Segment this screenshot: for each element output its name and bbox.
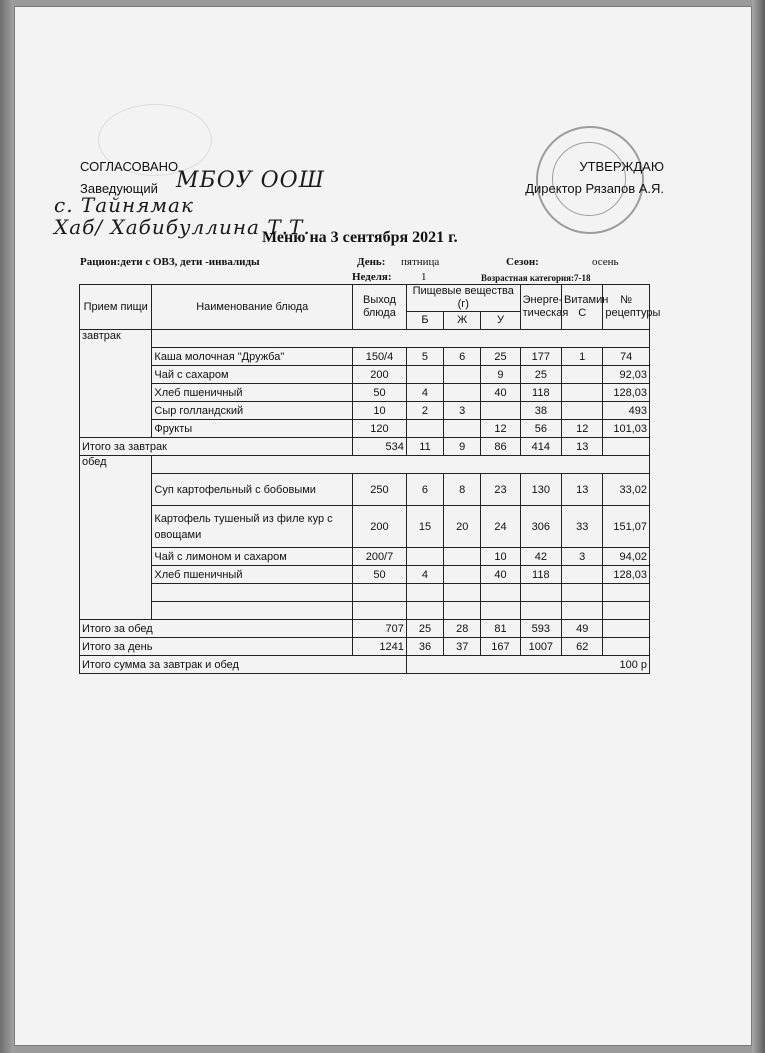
- handwritten-village: с. Тайнямак: [54, 193, 194, 217]
- table-row: Суп картофельный с бобовыми 250 6 8 23 130 13 33,02: [80, 474, 650, 506]
- day-value: пятница: [401, 256, 440, 268]
- header-energy: Энерге-тическая: [520, 285, 561, 330]
- day-label: День:: [357, 256, 386, 268]
- scan-right-edge: [752, 0, 765, 1053]
- header-output: Выход блюда: [353, 285, 407, 330]
- sum-row: Итого сумма за завтрак и обед 100 р: [80, 656, 650, 674]
- table-row: [80, 602, 650, 620]
- table-row: Хлеб пшеничный 50 4 40 118 128,03: [80, 384, 650, 402]
- table-row: Чай с лимоном и сахаром 200/7 10 42 3 94,02: [80, 548, 650, 566]
- age-category: Возрастная категория:7-18: [481, 273, 591, 283]
- handwritten-school: МБОУ ООШ: [176, 168, 325, 193]
- table-row: Каша молочная "Дружба" 150/4 5 6 25 177 1 74: [80, 348, 650, 366]
- table-row: Хлеб пшеничный 50 4 40 118 128,03: [80, 566, 650, 584]
- menu-title: Меню на 3 сентября 2021 г.: [262, 229, 458, 246]
- season-value: осень: [592, 256, 619, 268]
- meal-breakfast: завтрак: [80, 330, 152, 438]
- header-dish: Наименование блюда: [152, 285, 353, 330]
- lunch-total-row: Итого за обед 707 25 28 81 593 49: [80, 620, 650, 638]
- meal-lunch: обед: [80, 456, 152, 620]
- header-zh: Ж: [444, 312, 481, 330]
- menu-table: [79, 284, 661, 674]
- table-row: Фрукты 120 12 56 12 101,03: [80, 420, 650, 438]
- table-row: Чай с сахаром 200 9 25 92,03: [80, 366, 650, 384]
- season-label: Сезон:: [506, 256, 539, 268]
- header-nutrients: Пищевые вещества (г): [406, 285, 520, 312]
- handwritten-signature: Хаб/ Хабибуллина Т.Т.: [54, 215, 311, 239]
- table-row: [152, 456, 650, 474]
- header-u: У: [481, 312, 520, 330]
- week-label: Неделя:: [352, 271, 392, 283]
- agreed-title: СОГЛАСОВАНО: [80, 159, 179, 174]
- table-row: [152, 330, 650, 348]
- table-row: Картофель тушеный из филе кур с овощами 200 15 20 24 306 33 151,07: [80, 506, 650, 548]
- table-row: Сыр голландский 10 2 3 38 493: [80, 402, 650, 420]
- header-recipe: № рецептуры: [603, 285, 650, 330]
- day-total-row: Итого за день 1241 36 37 167 1007 62: [80, 638, 650, 656]
- table-row: [80, 584, 650, 602]
- approved-position: Директор Рязапов А.Я.: [525, 181, 664, 196]
- header-meal: Прием пищи: [80, 285, 152, 330]
- approved-title: УТВЕРЖДАЮ: [579, 159, 664, 174]
- scan-left-edge: [0, 0, 14, 1053]
- approval-block-right: [494, 156, 664, 200]
- ration-text: Рацион:дети с ОВЗ, дети -инвалиды: [80, 256, 260, 268]
- agreed-position: Заведующий: [80, 181, 158, 196]
- week-value: 1: [421, 271, 427, 283]
- header-b: Б: [406, 312, 443, 330]
- header-vitamin: Витамин С: [562, 285, 603, 330]
- breakfast-total-row: Итого за завтрак 534 11 9 86 414 13: [80, 438, 650, 456]
